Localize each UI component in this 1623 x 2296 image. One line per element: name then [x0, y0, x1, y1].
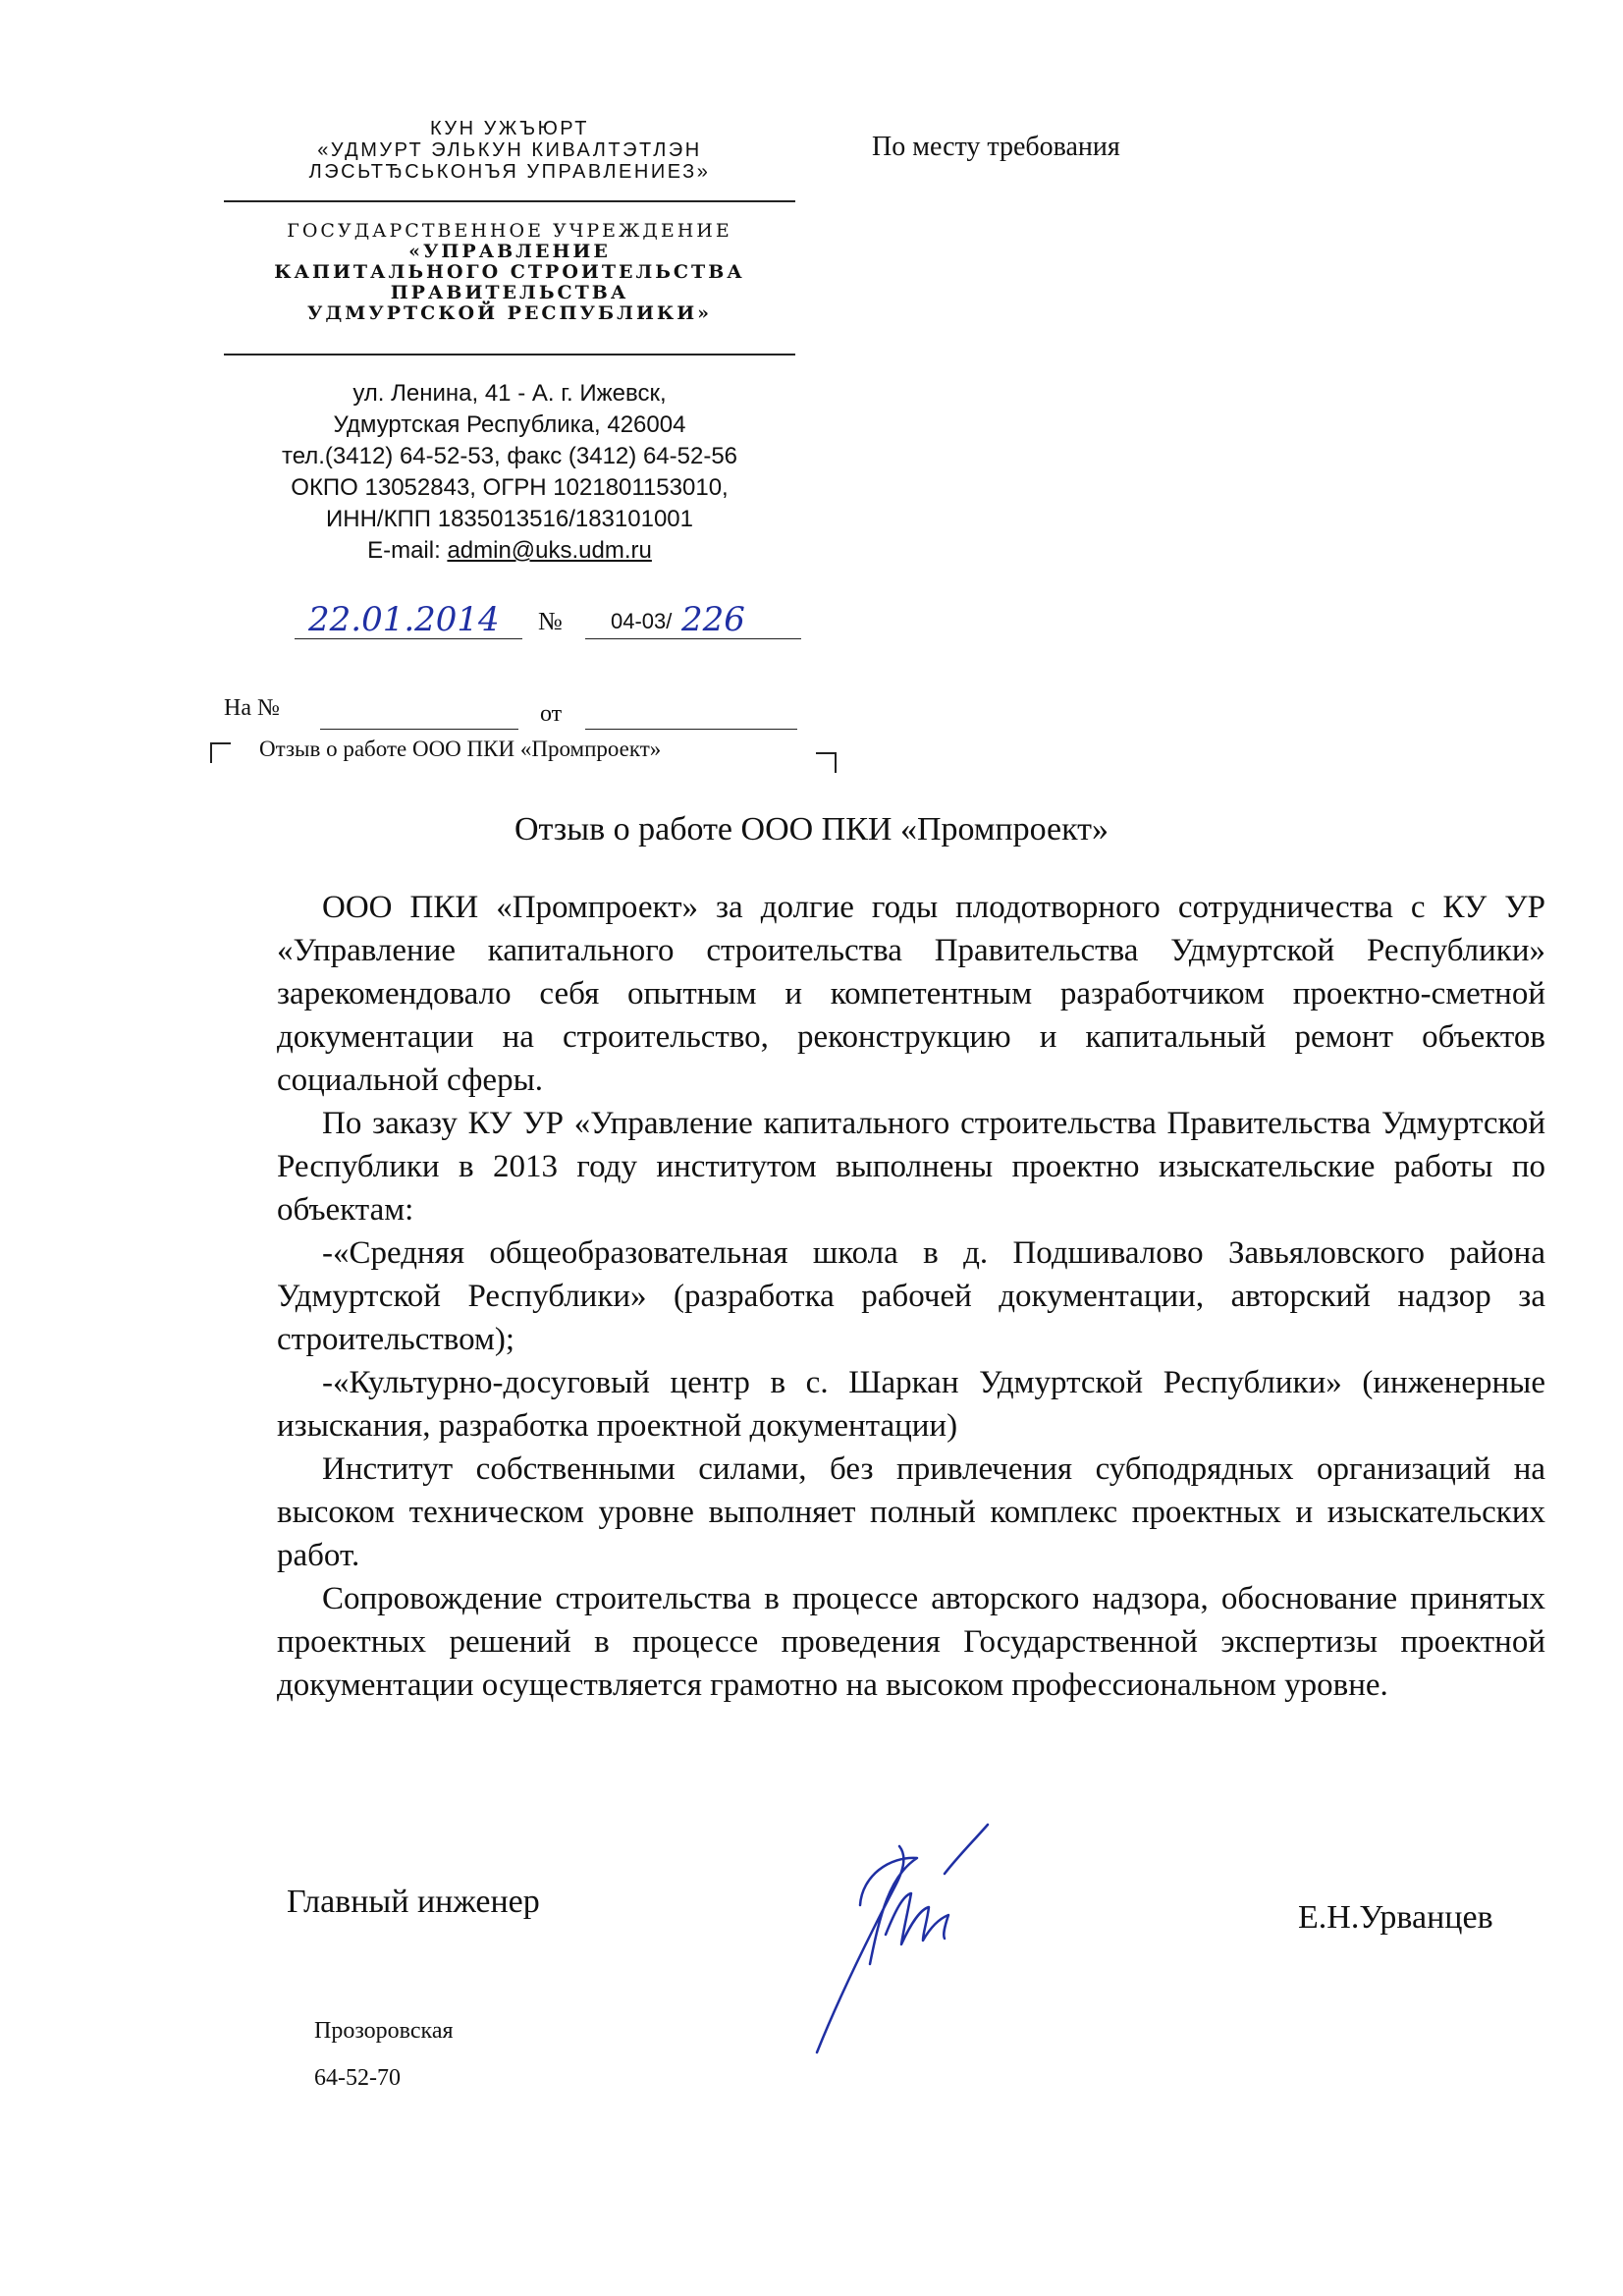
number-sign: № [538, 607, 563, 635]
subject-short: Отзыв о работе ООО ПКИ «Промпроект» [259, 737, 662, 761]
letterhead-russian-line: «УПРАВЛЕНИЕ [408, 241, 611, 262]
reference-date-blank [585, 729, 797, 730]
letterhead-russian-line: ГОСУДАРСТВЕННОЕ УЧРЕЖДЕНИЕ [287, 220, 732, 242]
email-label: E-mail: [367, 537, 448, 564]
address-line: ОКПО 13052843, ОГРН 1021801153010, [291, 474, 729, 501]
letterhead-divider [224, 354, 795, 355]
letterhead-udmurt [224, 118, 795, 183]
reference-number-blank [320, 729, 518, 730]
address-line: ул. Ленина, 41 - А. г. Ижевск, [352, 380, 667, 407]
letterhead-russian-line: УДМУРТСКОЙ РЕСПУБЛИКИ» [306, 302, 713, 324]
document-body [277, 886, 1545, 1707]
executor-phone: 64-52-70 [314, 2065, 401, 2091]
body-list-item: -«Культурно-досуговый центр в с. Шаркан Удмуртской Республики» (инженерные изыскания, разработка проектной документации) [277, 1365, 1545, 1444]
address-line: тел.(3412) 64-52-53, факс (3412) 64-52-56 [281, 443, 738, 469]
executor-block [314, 2007, 454, 2102]
document-title: Отзыв о работе ООО ПКИ «Промпроект» [514, 811, 1109, 847]
signatory-name: Е.Н.Урванцев [1298, 1899, 1493, 1936]
reference-number-label: На № [224, 695, 280, 721]
executor-name: Прозоровская [314, 2018, 454, 2044]
body-paragraph: По заказу КУ УР «Управление капитального строительства Правительства Удмуртской Республики в 2013 году институтом выполнены проектно изыскательские работы по объектам: [277, 1106, 1545, 1228]
registration-prefix: 04-03/ [611, 609, 673, 633]
handwritten-number [679, 593, 778, 640]
handwritten-date-text: 22.01.2014 [308, 600, 500, 639]
organization-address [224, 378, 795, 567]
subject-bracket-left [210, 742, 232, 764]
number-underline [585, 638, 801, 639]
registration-line [295, 589, 805, 648]
body-list-item: -«Средняя общеобразовательная школа в д. Подшивалово Завьяловского района Удмуртской Республики» (разработка рабочей документации, авторский надзор за строительством); [277, 1235, 1545, 1357]
handwritten-date [304, 591, 530, 640]
address-line: Удмуртская Республика, 426004 [333, 411, 686, 438]
letterhead-udmurt-line: ЛЭСЬТЂСЬКОНЪЯ УПРАВЛЕНИЕЗ» [308, 161, 711, 183]
handwritten-number-text: 226 [681, 600, 745, 639]
letterhead-divider [224, 200, 795, 202]
letterhead-russian [224, 221, 795, 324]
date-underline [295, 638, 522, 639]
reference-from-label: от [540, 701, 563, 727]
email-link[interactable]: admin@uks.udm.ru [447, 537, 652, 564]
reference-line [224, 695, 280, 722]
body-paragraph: Институт собственными силами, без привлечения субподрядных организаций на высоком техническом уровне выполняет полный комплекс проектных и изыскательских работ. [277, 1451, 1545, 1573]
body-paragraph: Сопровождение строительства в процессе авторского надзора, обоснование принятых проектных решений в процессе проведения Государственной экспертизы проектной документации осуществляется грамотно на высоком профессиональном уровне. [277, 1581, 1545, 1703]
address-line: ИНН/КПП 1835013516/183101001 [325, 506, 693, 532]
email-line [224, 535, 795, 567]
handwritten-signature [801, 1817, 998, 2062]
body-paragraph: ООО ПКИ «Промпроект» за долгие годы плодотворного сотрудничества с КУ УР «Управление капитального строительства Правительства Удмуртской Республики» зарекомендовало себя опытным и компетентным разработчиком проектно-сметной документации на строительство, реконструкцию и капитальный ремонт объектов социальной сферы. [277, 890, 1545, 1098]
letterhead-udmurt-line: КУН УЖЪЮРТ [430, 118, 589, 139]
letterhead-udmurt-line: «УДМУРТ ЭЛЬКУН КИВАЛТЭТЛЭН [317, 139, 702, 161]
signatory-position: Главный инженер [287, 1884, 540, 1920]
letterhead-russian-line: ПРАВИТЕЛЬСТВА [390, 282, 629, 303]
recipient: По месту требования [872, 132, 1120, 162]
subject-bracket-right [815, 752, 837, 774]
letterhead-russian-line: КАПИТАЛЬНОГО СТРОИТЕЛЬСТВА [274, 261, 745, 283]
